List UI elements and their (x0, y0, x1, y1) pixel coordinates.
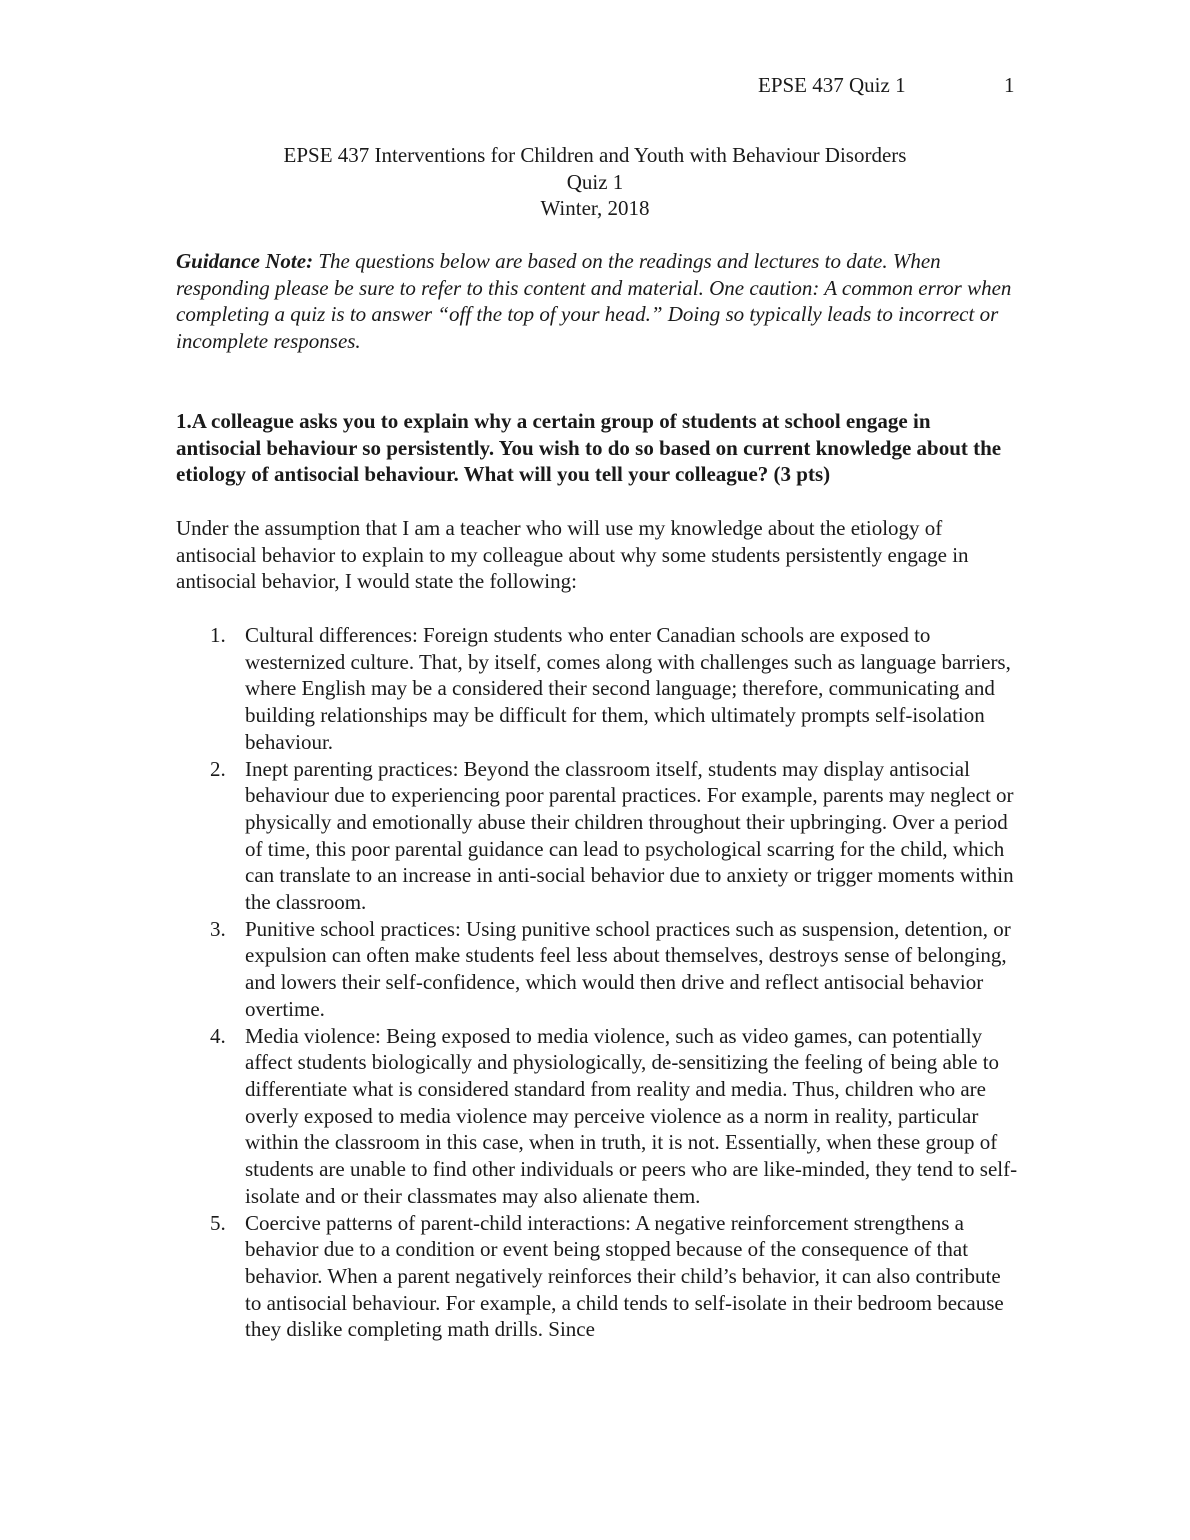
list-item-text: Inept parenting practices: Beyond the classroom itself, students may display antisocial behaviour due to experiencing poor parental practices. For example, parents may neglect or physically and emotionally abuse their children throughout their upbringing. Over a period of time, this poor parental guidance can lead to psychological scarring for the child, which can translate to an increase in anti-social behavior due to anxiety or trigger moments within the classroom. (245, 756, 1014, 915)
list-item-number: 5. (210, 1210, 226, 1235)
reasons-list (176, 622, 1018, 1343)
list-item-number: 2. (210, 756, 226, 781)
guidance-note-label: Guidance Note: (176, 249, 314, 273)
title-block (176, 142, 1014, 222)
list-item-number: 3. (210, 916, 226, 941)
guidance-note (176, 248, 1018, 355)
list-item-text: Punitive school practices: Using punitive school practices such as suspension, detention, or expulsion can often make students feel less about themselves, destroys sense of belonging, and lowers their self-confidence, which would then drive and reflect antisocial behavior overtime. (245, 916, 1011, 1021)
list-item-text: Coercive patterns of parent-child interactions: A negative reinforcement strengthens a behavior due to a condition or event being stopped because of the consequence of that behavior. When a parent negatively reinforces their child’s behavior, it can also contribute to antisocial behaviour. For example, a child tends to self-isolate in their bedroom because they dislike completing math drills. Since (245, 1210, 1004, 1342)
list-item (176, 1210, 1018, 1344)
answer-intro: Under the assumption that I am a teacher who will use my knowledge about the etiology of antisocial behavior to explain to my colleague about why some students persistently engage in antisocial behavior, I would state the following: (176, 515, 969, 594)
list-item-number: 1. (210, 623, 226, 648)
term: Winter, 2018 (540, 196, 650, 221)
document-body (176, 248, 1018, 1343)
list-item-text: Cultural differences: Foreign students who enter Canadian schools are exposed to westernized culture. That, by itself, comes along with challenges such as language barriers, where English may be a considered their second language; therefore, communicating and building relationships may be difficult for them, which ultimately prompts self-isolation behaviour. (245, 623, 1011, 754)
list-item-text: Media violence: Being exposed to media violence, such as video games, can potentially affect students biologically and physiologically, de-sensitizing the feeling of being able to differentiate what is considered standard from reality and media. Thus, children who are overly exposed to media violence may perceive violence as a norm in reality, particular within the classroom in this case, when in truth, it is not. Essentially, when these group of students are unable to find other individuals or peers who are like-minded, they tend to self-isolate and or their classmates may also alienate them. (245, 1023, 1018, 1208)
list-item (176, 756, 1018, 916)
quiz-title: Quiz 1 (566, 169, 624, 194)
list-item (176, 916, 1018, 1023)
list-item (176, 1023, 1018, 1210)
list-item-number: 4. (210, 1023, 226, 1048)
list-item (176, 622, 1018, 756)
guidance-note-text: The questions below are based on the readings and lectures to date. When responding please be sure to refer to this content and material. One caution: A common error when completing a quiz is to answer “off the top of your head.” Doing so typically leads to incorrect or incomplete responses. (176, 249, 1012, 354)
course-title: EPSE 437 Interventions for Children and Youth with Behaviour Disorders (283, 143, 907, 167)
running-head-title: EPSE 437 Quiz 1 (758, 73, 906, 97)
page-number: 1 (1004, 73, 1015, 97)
question-1: 1.A colleague asks you to explain why a certain group of students at school engage in antisocial behaviour so persistently. You wish to do so based on current knowledge about the etiology of antisocial behaviour. What will you tell your colleague? (3 pts) (176, 408, 1002, 487)
